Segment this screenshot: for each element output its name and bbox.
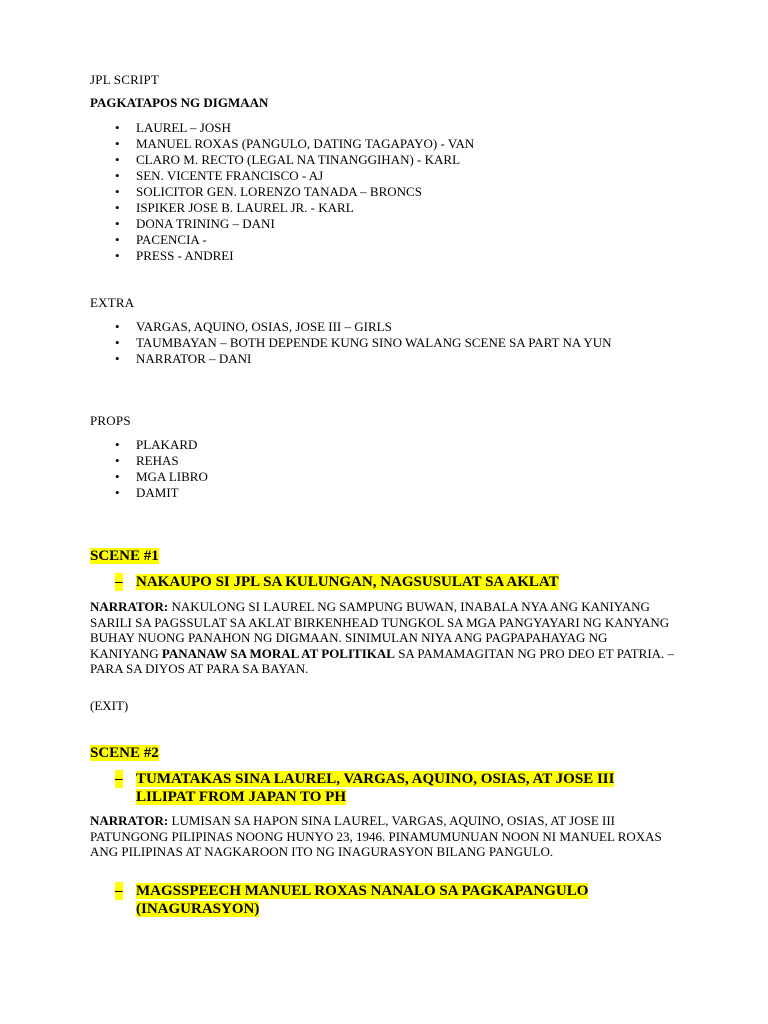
- list-item: • DAMIT: [90, 485, 680, 501]
- scene-2-heading: SCENE #2: [90, 745, 159, 761]
- scene-1-exit: (EXIT): [90, 698, 129, 713]
- list-item: • VARGAS, AQUINO, OSIAS, JOSE III – GIRLS: [90, 319, 670, 335]
- scene-2-narration: NARRATOR: LUMISAN SA HAPON SINA LAUREL, VARGAS, AQUINO, OSIAS, AT JOSE III PATUNGONG PILIPINAS NOONG HUNYO 23, 1946. PINAMUMUNUAN NOON NI MANUEL ROXAS ANG PILIPINAS AT NAGKAROON ITO NG INAGURASYON BILANG PANGULO.: [90, 813, 662, 859]
- list-item: • DONA TRINING – DANI: [90, 216, 680, 232]
- props-label: PROPS: [90, 413, 131, 428]
- document-title: JPL SCRIPT: [90, 72, 160, 87]
- list-item: • CLARO M. RECTO (LEGAL NA TINANGGIHAN) - KARL: [90, 152, 680, 168]
- list-item: • NARRATOR – DANI: [90, 351, 670, 367]
- cast-list: [90, 120, 680, 264]
- scene-1-action: [90, 573, 670, 591]
- scene-2-action-1-text: TUMATAKAS SINA LAUREL, VARGAS, AQUINO, OSIAS, AT JOSE III LILIPAT FROM JAPAN TO PH: [136, 771, 615, 805]
- props-list: [90, 437, 680, 501]
- scene-1-action-text: NAKAUPO SI JPL SA KULUNGAN, NAGSUSULAT SA AKLAT: [136, 574, 559, 590]
- list-item: • PRESS - ANDREI: [90, 248, 680, 264]
- list-item: • MGA LIBRO: [90, 469, 680, 485]
- list-item: • LAUREL – JOSH: [90, 120, 680, 136]
- action-dash: –: [115, 771, 123, 787]
- scene-2-action-1: [90, 770, 650, 806]
- narrator-label: NARRATOR:: [90, 599, 169, 614]
- scene-2-action-2: [90, 882, 675, 918]
- list-item: • REHAS: [90, 453, 680, 469]
- action-dash: –: [115, 883, 123, 899]
- narrator-label: NARRATOR:: [90, 813, 169, 828]
- scene-2-action-2-text: MAGSSPEECH MANUEL ROXAS NANALO SA PAGKAPANGULO (INAGURASYON): [136, 883, 589, 917]
- list-item: • MANUEL ROXAS (PANGULO, DATING TAGAPAYO) - VAN: [90, 136, 680, 152]
- scene-1-heading: SCENE #1: [90, 548, 159, 564]
- list-item: • PLAKARD: [90, 437, 680, 453]
- scene-1-narration: NARRATOR: NAKULONG SI LAUREL NG SAMPUNG BUWAN, INABALA NYA ANG KANIYANG SARILI SA PAGSSULAT SA AKLAT BIRKENHEAD TUNGKOL SA MGA PANGYAYARI NG KANYANG BUHAY NUONG PANAHON NG DIGMAAN. SINIMULAN NIYA ANG PAGPAPAHAYAG NG KANIYANG PANANAW SA MORAL AT POLITIKAL SA PAMAMAGITAN NG PRO DEO ET PATRIA. – PARA SA DIYOS AT PARA SA BAYAN.: [90, 599, 675, 676]
- action-dash: –: [115, 574, 123, 590]
- list-item: • PACENCIA -: [90, 232, 680, 248]
- document-subtitle: PAGKATAPOS NG DIGMAAN: [90, 95, 269, 110]
- extra-list: [90, 319, 670, 367]
- list-item: • SEN. VICENTE FRANCISCO - AJ: [90, 168, 680, 184]
- extra-label: EXTRA: [90, 295, 135, 310]
- list-item: • ISPIKER JOSE B. LAUREL JR. - KARL: [90, 200, 680, 216]
- list-item: • SOLICITOR GEN. LORENZO TANADA – BRONCS: [90, 184, 680, 200]
- list-item: • TAUMBAYAN – BOTH DEPENDE KUNG SINO WALANG SCENE SA PART NA YUN: [90, 335, 670, 351]
